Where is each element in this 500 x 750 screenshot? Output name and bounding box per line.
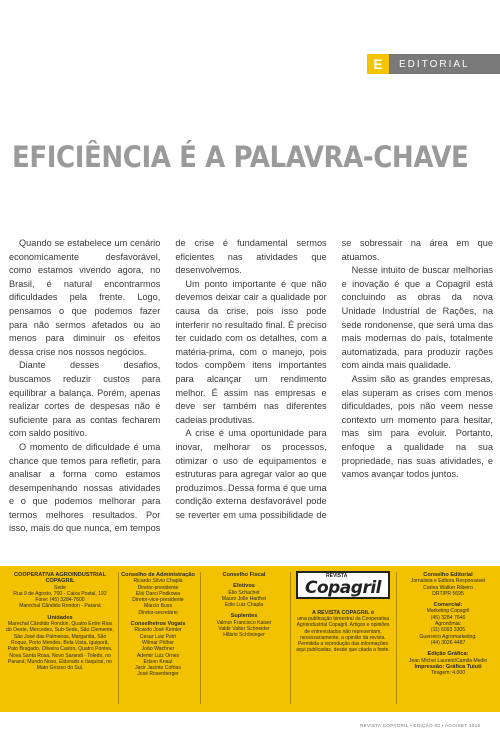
impressao-line: Impressão: Gráfica Tuiuti bbox=[414, 663, 482, 670]
efetivo: Mauro Jolle Harthel bbox=[221, 595, 267, 602]
vogal: Cesar Luiz Petri bbox=[139, 633, 177, 640]
coop-sede-label: Sede bbox=[54, 584, 66, 591]
vogal: Ademir Luiz Ornes bbox=[136, 652, 180, 659]
admin-line: Márcio Buss bbox=[143, 603, 173, 610]
vogais-header: Conselheiros Vogais bbox=[130, 621, 186, 628]
comercial-line: (44) 3026 4487 bbox=[430, 639, 466, 646]
admin-header: Conselho de Administração bbox=[121, 572, 195, 578]
efetivo: Edio Luiz Chapla bbox=[224, 602, 264, 609]
editorial-line: Jornalista e Editora Responsável bbox=[410, 578, 486, 585]
suplente: Hilário Schöninger bbox=[223, 632, 265, 639]
paragraph: Nesse intuito de buscar melhorias e inovação é que a Copagril está concluindo as obras da nova Unidade Industrial de Rações, na sede rondonense, que será uma das mais modernas do país, totalmente automatizada, para produzir rações com ainda mais qualidade. bbox=[341, 265, 493, 371]
publication-notice bbox=[296, 610, 390, 653]
article-title: EFICIÊNCIA É A PALAVRA-CHAVE bbox=[12, 140, 469, 174]
units-label: Unidades bbox=[47, 614, 73, 621]
footer-divider bbox=[290, 572, 291, 704]
masthead-footer bbox=[0, 566, 500, 712]
admin-line: Elói Darci Podkowa bbox=[135, 590, 181, 597]
vogal: José Rosenberger bbox=[137, 671, 179, 678]
paragraph: O momento de dificuldade é uma chance que temos para refletir, para analisar a forma como estamos desempenhando nossas atividades e o que podemos melhorar para termos melhores resultados. Por isso, mais do que nunca, em tempos de crise é fundamental sermos eficientes nas atividades que desenvolvemos. bbox=[9, 238, 327, 534]
editorial-line: Carina Walker Ribeiro bbox=[423, 584, 473, 591]
vogal: João Wachner bbox=[141, 646, 175, 653]
vogal: Edson Knaul bbox=[143, 658, 173, 665]
coop-city: Marechal Cândido Rondon - Paraná bbox=[19, 603, 101, 610]
coop-name: COOPERATIVA AGROINDUSTRIAL COPAGRIL bbox=[14, 572, 106, 585]
suplente: Valmor Francisco Kaiser bbox=[216, 619, 272, 626]
editorial-line: DRT/PR 5695 bbox=[432, 590, 464, 597]
comercial-line: (11) 6093 3305 bbox=[430, 627, 466, 634]
section-tag bbox=[367, 54, 500, 74]
coop-address: Rua 9 de Agosto, 700 - Caixa Postal, 192 bbox=[13, 590, 107, 597]
admin-line: Diretor-vice-presidente bbox=[132, 597, 184, 604]
paragraph: Diante desses desafios, buscamos reduzir custos para equilibrar a balança. Porém, apenas realizar cortes de despesas não é suficiente para as contas fecharem com saldo positivo. bbox=[9, 360, 161, 439]
editorial-council bbox=[400, 572, 496, 676]
paragraph: Um ponto importante é que não devemos deixar cair a qualidade por causa da crise, pois isso pode interferir no resultado final. É preciso ter cuidado com os detalhes, com a matéria-prima, com o manejo, pois todos compõem itens importantes para alcançar um rendimento melhor. É assim nas empresas e deve ser também nas diferentes cadeias produtivas. bbox=[175, 278, 327, 425]
comercial-line: Marketing Copagril bbox=[426, 608, 470, 615]
comercial-line: Guerreiro Agromarketing: bbox=[419, 633, 477, 640]
issue-line: REVISTA COPAGRIL • EDIÇÃO 93 • AGO/SET 2015 bbox=[360, 723, 481, 728]
footer-divider bbox=[200, 572, 201, 704]
publication-text: uma publicação bimestral da Cooperativa Agroindustrial Copagril. Artigos e opiniões de entrevistados não representam, necessariamente, a opinião da revista. Permitida a reprodução das informações aqui publicadas, desde que citada a fonte. bbox=[296, 616, 390, 654]
admin-line: Diretor-secretário bbox=[138, 609, 178, 616]
admin-line: Ricardo Sílvio Chapla bbox=[133, 578, 183, 585]
article-body bbox=[9, 237, 493, 537]
coop-phone: Fone: (45) 3284-7600 bbox=[35, 597, 85, 604]
comercial-line: Agronômia: bbox=[434, 621, 462, 628]
fiscal-header: Conselho Fiscal bbox=[222, 572, 266, 578]
paragraph: Quando se estabelece um cenário economicamente desfavorável, como estamos vivendo agora, no Brasil, é natural encontrarmos dificuldades pela frente. Logo, pensamos o que podemos fazer para não sermos afetados ou ao menos para diminuir os efeitos dessa crise nos nossos negócios. bbox=[9, 238, 161, 357]
footer-divider bbox=[396, 572, 397, 704]
grafica-line: Jean Michel Laurent/Camila Medin bbox=[408, 657, 488, 664]
comercial-header: Comercial: bbox=[433, 602, 463, 609]
section-letter: E bbox=[367, 54, 389, 74]
logo-main-text: Copagril bbox=[304, 577, 381, 598]
admin-line: Diretor-presidente bbox=[137, 584, 179, 591]
vogal: Ricardo José Kemler bbox=[134, 627, 182, 634]
copagril-logo bbox=[296, 571, 390, 599]
publication-header: A REVISTA COPAGRIL é bbox=[312, 610, 374, 616]
fiscal-council bbox=[204, 572, 284, 639]
comercial-line: (45) 3284 7646 bbox=[430, 614, 466, 621]
units-list: Marechal Cândido Rondon, Quatro Entre Rios do Oeste, Mercedes, Sub-Sede, São Clemente, São José das Palmeiras, Margarida, São Roque, Porto Mendes, Bela Vista, Iguiporã, Pato Bragado, Oliveira Castro, Quatro Pontes, Nova Santa Rosa, Novo Sarandi - Toledo, no Paraná; Mundo Novo, Eldorado e Itaquiraí, no Mato Grosso do Sul. bbox=[6, 621, 114, 672]
logo-small-text: REVISTA bbox=[326, 572, 348, 579]
suplentes-header: Suplentes bbox=[230, 613, 258, 620]
paragraph: A crise é uma oportunidade para inovar, melhorar os processos, otimizar o uso de equipamentos e estruturas para agregar valor ao que produzimos. Dessa forma é que uma condição externa desfavorável pode se reverter em uma possibilidade de se sobressair na área em que atuamos. bbox=[175, 238, 493, 520]
suplente: Valdir Valter Schneider bbox=[218, 626, 270, 633]
paragraph: Assim são as grandes empresas, elas superam as crises com menos dificuldades, pois não veem nesse contexto um momento para hesitar, mas sim para evoluir. Portanto, enfoque a qualidade na sua propriedade, nas suas atividades, e vamos avançar todos juntos. bbox=[341, 373, 493, 480]
grafica-header: Edição Gráfica: bbox=[427, 651, 469, 658]
vogal: Wilmar Pölher bbox=[142, 639, 174, 646]
editorial-header: Conselho Editorial bbox=[423, 572, 473, 578]
footer-divider bbox=[118, 572, 119, 704]
admin-council bbox=[120, 572, 196, 678]
vogal: Jacir Jacinto Cofrias bbox=[135, 665, 181, 672]
section-label: EDITORIAL bbox=[389, 54, 500, 74]
tiragem-line: Tiragem: 4.000 bbox=[430, 670, 466, 677]
efetivo: Élio Schachet bbox=[228, 589, 260, 596]
efetivos-header: Efetivos bbox=[233, 583, 255, 590]
coop-info bbox=[6, 572, 114, 671]
